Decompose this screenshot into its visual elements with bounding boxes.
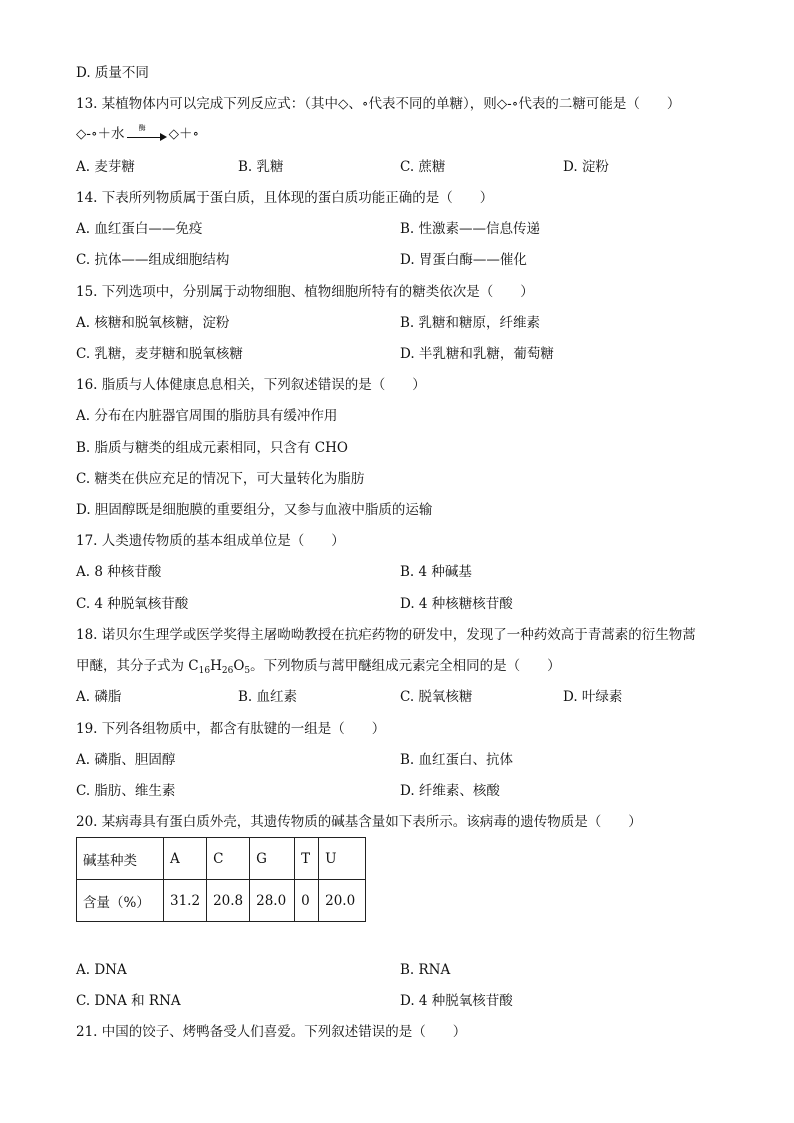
q13-eq-left: ◇-∘＋水 <box>76 126 125 142</box>
q13-eq-right: ◇＋∘ <box>168 126 200 142</box>
table-cell: 28.0 <box>250 880 295 922</box>
base-content-table <box>76 837 366 922</box>
q18-stem-line1: 18. 诺贝尔生理学或医学奖得主屠呦呦教授在抗疟药物的研发中，发现了一种药效高于青蒿素的衍生物蒿 <box>76 627 696 643</box>
q16-option-c: C. 糖类在供应充足的情况下，可大量转化为脂肪 <box>76 471 365 487</box>
q20-option-d: D. 4 种脱氧核苷酸 <box>400 993 513 1009</box>
q14-option-a: A. 血红蛋白——免疫 <box>76 221 203 237</box>
q15-option-b: B. 乳糖和糖原，纤维素 <box>400 315 541 331</box>
q17-option-b: B. 4 种碱基 <box>400 564 472 580</box>
table-cell: 31.2 <box>164 880 207 922</box>
q20-option-a: A. DNA <box>76 962 127 978</box>
q17-option-c: C. 4 种脱氧核苷酸 <box>76 596 189 612</box>
q18-stem-text-d: 。下列物质与蒿甲醚组成元素完全相同的是（ ） <box>250 658 561 674</box>
q17-option-d: D. 4 种核糖核苷酸 <box>400 596 513 612</box>
q13-option-a: A. 麦芽糖 <box>76 159 135 175</box>
q16-option-b: B. 脂质与糖类的组成元素相同，只含有 CHO <box>76 440 348 456</box>
q13-stem: 13. 某植物体内可以完成下列反应式：（其中◇、∘代表不同的单糖），则◇-∘代表的二糖可能是（ ） <box>76 96 681 112</box>
table-header-cell: A <box>164 838 207 880</box>
q14-option-b: B. 性激素——信息传递 <box>400 221 541 237</box>
q18-option-d: D. 叶绿素 <box>563 689 623 705</box>
q14-option-d: D. 胃蛋白酶——催化 <box>400 252 527 268</box>
table-cell: 20.8 <box>207 880 250 922</box>
table-header-cell: T <box>295 838 319 880</box>
q15-stem: 15. 下列选项中，分别属于动物细胞、植物细胞所特有的糖类依次是（ ） <box>76 284 534 300</box>
q17-stem: 17. 人类遗传物质的基本组成单位是（ ） <box>76 533 345 549</box>
q15-option-c: C. 乳糖，麦芽糖和脱氧核糖 <box>76 346 243 362</box>
q13-eq-enzyme: 酶 <box>138 123 146 132</box>
q18-subscript-c: 16 <box>198 666 211 676</box>
q18-stem-text-b: H <box>210 658 222 674</box>
reaction-arrow-icon <box>127 123 167 142</box>
q13-option-c: C. 蔗糖 <box>400 159 446 175</box>
table-cell: 20.0 <box>319 880 366 922</box>
q18-subscript-o: 5 <box>244 666 251 676</box>
q13-reaction-equation <box>76 125 199 143</box>
q18-subscript-h: 26 <box>221 666 234 676</box>
q19-stem: 19. 下列各组物质中，都含有肽键的一组是（ ） <box>76 721 386 737</box>
q16-stem: 16. 脂质与人体健康息息相关，下列叙述错误的是（ ） <box>76 377 426 393</box>
table-header-cell: 碱基种类 <box>77 838 164 880</box>
table-cell: 含量（%） <box>77 880 164 922</box>
table-row <box>77 838 366 880</box>
q20-stem: 20. 某病毒具有蛋白质外壳，其遗传物质的碱基含量如下表所示。该病毒的遗传物质是（ ） <box>76 814 642 830</box>
q19-option-b: B. 血红蛋白、抗体 <box>400 752 514 768</box>
q17-option-a: A. 8 种核苷酸 <box>76 564 162 580</box>
q18-option-c: C. 脱氧核糖 <box>400 689 473 705</box>
q20-option-b: B. RNA <box>400 962 451 978</box>
q13-option-d: D. 淀粉 <box>563 159 609 175</box>
q18-option-a: A. 磷脂 <box>76 689 122 705</box>
q20-option-c: C. DNA 和 RNA <box>76 993 181 1009</box>
q16-option-a: A. 分布在内脏器官周围的脂肪具有缓冲作用 <box>76 408 338 424</box>
table-header-cell: C <box>207 838 250 880</box>
q18-stem-text-c: O <box>233 658 245 674</box>
q18-stem-text-a: 甲醚，其分子式为 C <box>76 658 199 674</box>
q15-option-d: D. 半乳糖和乳糖，葡萄糖 <box>400 346 554 362</box>
q12-option-d: D. 质量不同 <box>76 65 149 81</box>
table-cell: 0 <box>295 880 319 922</box>
table-header-cell: G <box>250 838 295 880</box>
table-row <box>77 880 366 922</box>
q19-option-c: C. 脂肪、维生素 <box>76 783 176 799</box>
q19-option-a: A. 磷脂、胆固醇 <box>76 752 176 768</box>
q15-option-a: A. 核糖和脱氧核糖，淀粉 <box>76 315 230 331</box>
q16-option-d: D. 胆固醇既是细胞膜的重要组分，又参与血液中脂质的运输 <box>76 502 433 518</box>
table-header-cell: U <box>319 838 366 880</box>
q18-option-b: B. 血红素 <box>238 689 298 705</box>
q13-option-b: B. 乳糖 <box>238 159 284 175</box>
q19-option-d: D. 纤维素、核酸 <box>400 783 500 799</box>
q14-stem: 14. 下表所列物质属于蛋白质，且体现的蛋白质功能正确的是（ ） <box>76 190 494 206</box>
q18-stem-line2 <box>76 657 561 675</box>
q21-stem: 21. 中国的饺子、烤鸭备受人们喜爱。下列叙述错误的是（ ） <box>76 1024 467 1040</box>
q14-option-c: C. 抗体——组成细胞结构 <box>76 252 230 268</box>
